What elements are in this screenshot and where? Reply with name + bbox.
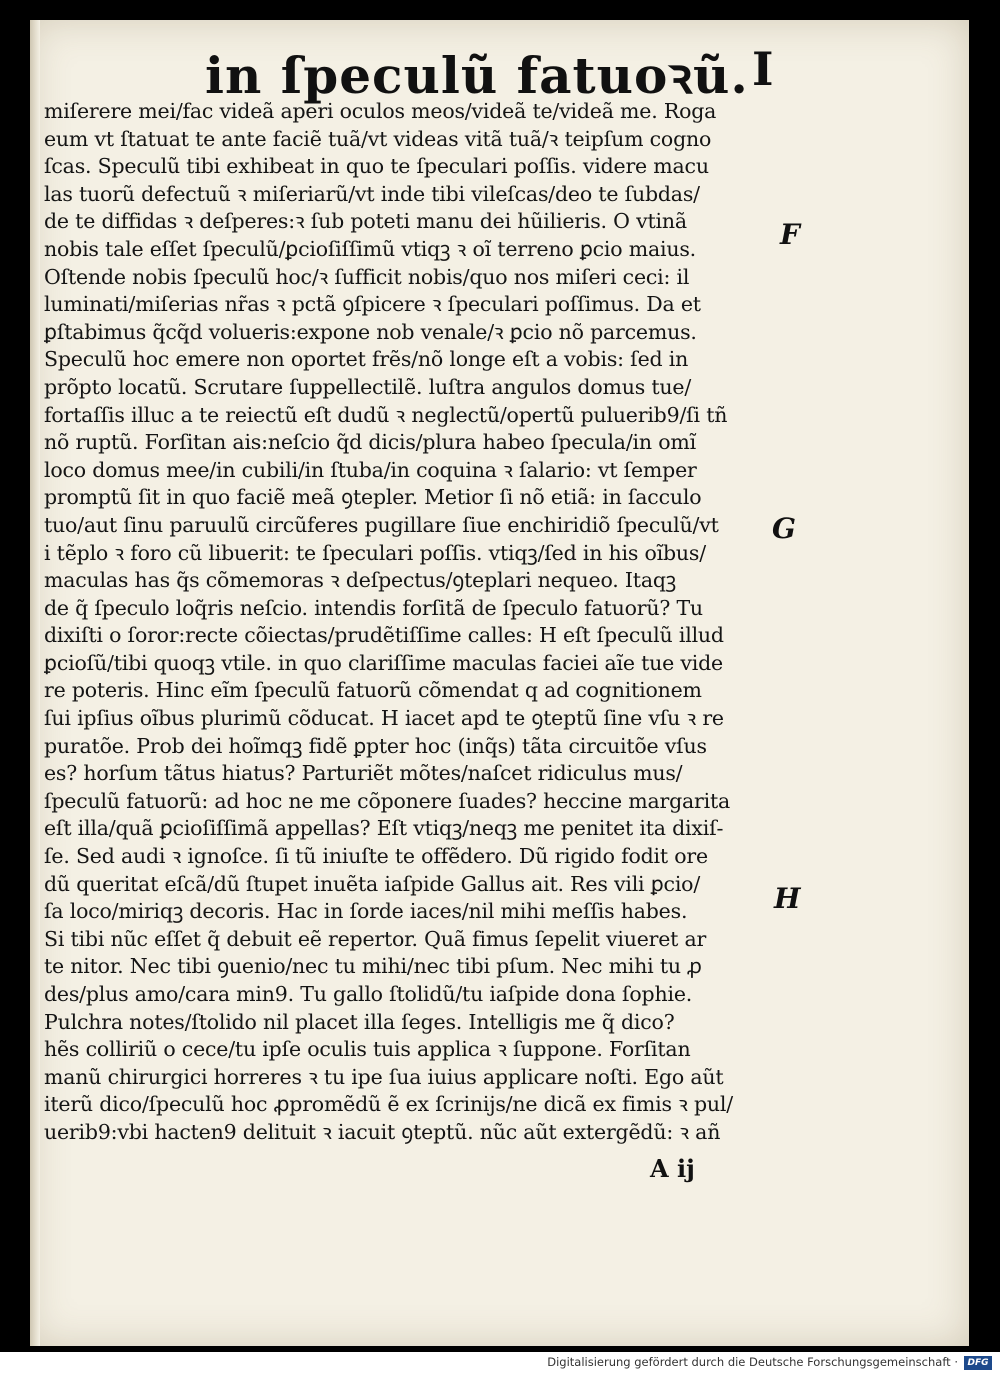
text-line: ſpeculũ fatuorũ: ad hoc ne me cõponere ſuades? heccine margarita (44, 788, 731, 813)
margin-mark-f: F (780, 218, 800, 251)
text-line: miſerere mei/fac videã aperi oculos meos/videã te/videã me. Roga (44, 99, 717, 123)
text-line: iterũ dico/ſpeculũ hoc ꝓpromẽdũ ẽ ex ſcrinijs/ne dicã ex fimis ꝛ pul/ (44, 1092, 733, 1117)
text-line: es? horſum tãtus hiatus? Parturiẽt mõtes/naſcet ridiculus mus/ (44, 761, 683, 786)
signature-mark: A ij (650, 1154, 695, 1183)
digitization-footer (0, 1352, 1000, 1374)
text-line: Si tibi nũc eſſet q̃ debuit eẽ repertor. Quã fimus ſepelit viueret ar (44, 926, 707, 951)
text-line: eſt illa/quã ꝑcioſiſſimã appellas? Eſt vtiqꝫ/neqꝫ me penitet ita dixiſ- (44, 816, 724, 841)
page-edge-shadow (30, 20, 40, 1346)
running-title: in ſpeculũ fatuoꝛũ. (205, 46, 749, 105)
folio-number: I (752, 42, 774, 96)
text-line: ſa loco/miriqꝫ decoris. Hac in ſorde iaces/nil mihi meſſis habes. (44, 899, 688, 924)
text-line: uerib9:vbi hacten9 delituit ꝛ iacuit ꝯteptũ. nũc aũt extergẽdũ: ꝛ añ (44, 1119, 721, 1144)
text-line: Oſtende nobis ſpeculũ hoc/ꝛ ſufficit nobis/quo nos miſeri ceci: il (44, 264, 690, 289)
text-line: des/plus amo/cara min9. Tu gallo ſtolidũ/tu iaſpide dona ſophie. (44, 982, 693, 1006)
text-line: ꝑſtabimus q̃cq̃d volueris:expone nob venale/ꝛ ꝑcio nõ parcemus. (44, 319, 697, 344)
text-line: puratõe. Prob dei hoĩmqꝫ fidẽ ꝑpter hoc (inq̃s) tãta circuitõe vſus (44, 733, 707, 758)
text-line: te nitor. Nec tibi ꝯuenio/nec tu mihi/nec tibi pſum. Nec mihi tu ꝓ (44, 954, 702, 979)
text-line: hẽs colliriũ o cece/tu ipſe oculis tuis applica ꝛ ſuppone. Forſitan (44, 1037, 691, 1062)
text-line: i tẽplo ꝛ foro cũ libuerit: te ſpeculari poſſis. vtiqꝫ/ſed in his oĩbus/ (44, 540, 706, 565)
text-line: nobis tale eſſet ſpeculũ/ꝑcioſiſſimũ vtiqꝫ ꝛ oĩ terreno ꝑcio maius. (44, 236, 697, 261)
text-line: re poteris. Hinc eĩm ſpeculũ fatuorũ cõmendat q ad cognitionem (44, 678, 702, 703)
margin-mark-g: G (772, 512, 796, 545)
text-line: ſui ipſius oĩbus plurimũ cõducat. H iacet apd te ꝯteptũ ſine vſu ꝛ re (44, 706, 724, 731)
text-line: maculas has q̃s cõmemoras ꝛ deſpectus/ꝯteplari nequeo. Itaqꝫ (44, 568, 677, 593)
text-line: prõpto locatũ. Scrutare ſuppellectilẽ. luſtra angulos domus tue/ (44, 374, 692, 399)
text-line: dũ queritat eſcã/dũ ſtupet inuẽta iaſpide Gallus ait. Res vili ꝑcio/ (44, 871, 701, 896)
text-line: de q̃ ſpeculo loq̃ris neſcio. intendis forſitã de ſpeculo fatuorũ? Tu (44, 595, 703, 620)
text-line: promptũ ſit in quo faciẽ meã ꝯtepler. Metior ſi nõ etiã: in ſacculo (44, 485, 702, 510)
footer-credit: Digitalisierung gefördert durch die Deutsche Forschungsgemeinschaft · (547, 1355, 958, 1369)
text-line: ſcas. Speculũ tibi exhibeat in quo te ſpeculari poſſis. videre macu (44, 154, 709, 179)
text-line: manũ chirurgici horreres ꝛ tu ipe ſua iuius applicare noſti. Ego aũt (44, 1064, 724, 1089)
text-line: Pulchra notes/ſtolido nil placet illa ſeges. Intelligis me q̃ dico? (44, 1009, 675, 1034)
body-text (44, 98, 766, 1147)
margin-mark-h: H (774, 882, 801, 915)
text-line: Speculũ hoc emere non oportet frẽs/nõ longe eſt a vobis: ſed in (44, 347, 689, 372)
text-line: ꝑcioſũ/tibi quoqꝫ vtile. in quo clariſſime maculas faciei aĩe tue vide (44, 650, 723, 675)
text-line: las tuorũ defectuũ ꝛ miſeriarũ/vt inde tibi vileſcas/deo te ſubdas/ (44, 181, 700, 206)
text-line: luminati/miſerias nr̃as ꝛ pctã ꝯſpicere ꝛ ſpeculari poſſimus. Da et (44, 292, 701, 317)
text-line: fortaſſis illuc a te reiectũ eſt dudũ ꝛ neglectũ/opertũ puluerib9/ſi tñ (44, 402, 728, 427)
dfg-logo-icon[interactable]: DFG (964, 1356, 992, 1370)
book-page (30, 20, 969, 1346)
text-line: loco domus mee/in cubili/in ſtuba/in coquina ꝛ ſalario: vt ſemper (44, 457, 697, 482)
text-line: eum vt ſtatuat te ante faciẽ tuã/vt videas vitã tuã/ꝛ teipſum cogno (44, 126, 712, 151)
text-line: ſe. Sed audi ꝛ ignoſce. ſi tũ iniuſte te offẽdero. Dũ rigido fodit ore (44, 844, 708, 869)
text-line: de te diffidas ꝛ deſperes:ꝛ ſub poteti manu dei hũilieris. O vtinã (44, 209, 687, 234)
text-line: nõ ruptũ. Forſitan ais:neſcio q̃d dicis/plura habeo ſpecula/in omĩ (44, 430, 696, 455)
text-line: dixiſti o ſoror:recte cõiectas/prudẽtiſſime calles: H eſt ſpeculũ illud (44, 623, 724, 648)
text-line: tuo/aut ſinu paruulũ circũferes pugillare ſiue enchiridiõ ſpeculũ/vt (44, 512, 719, 537)
